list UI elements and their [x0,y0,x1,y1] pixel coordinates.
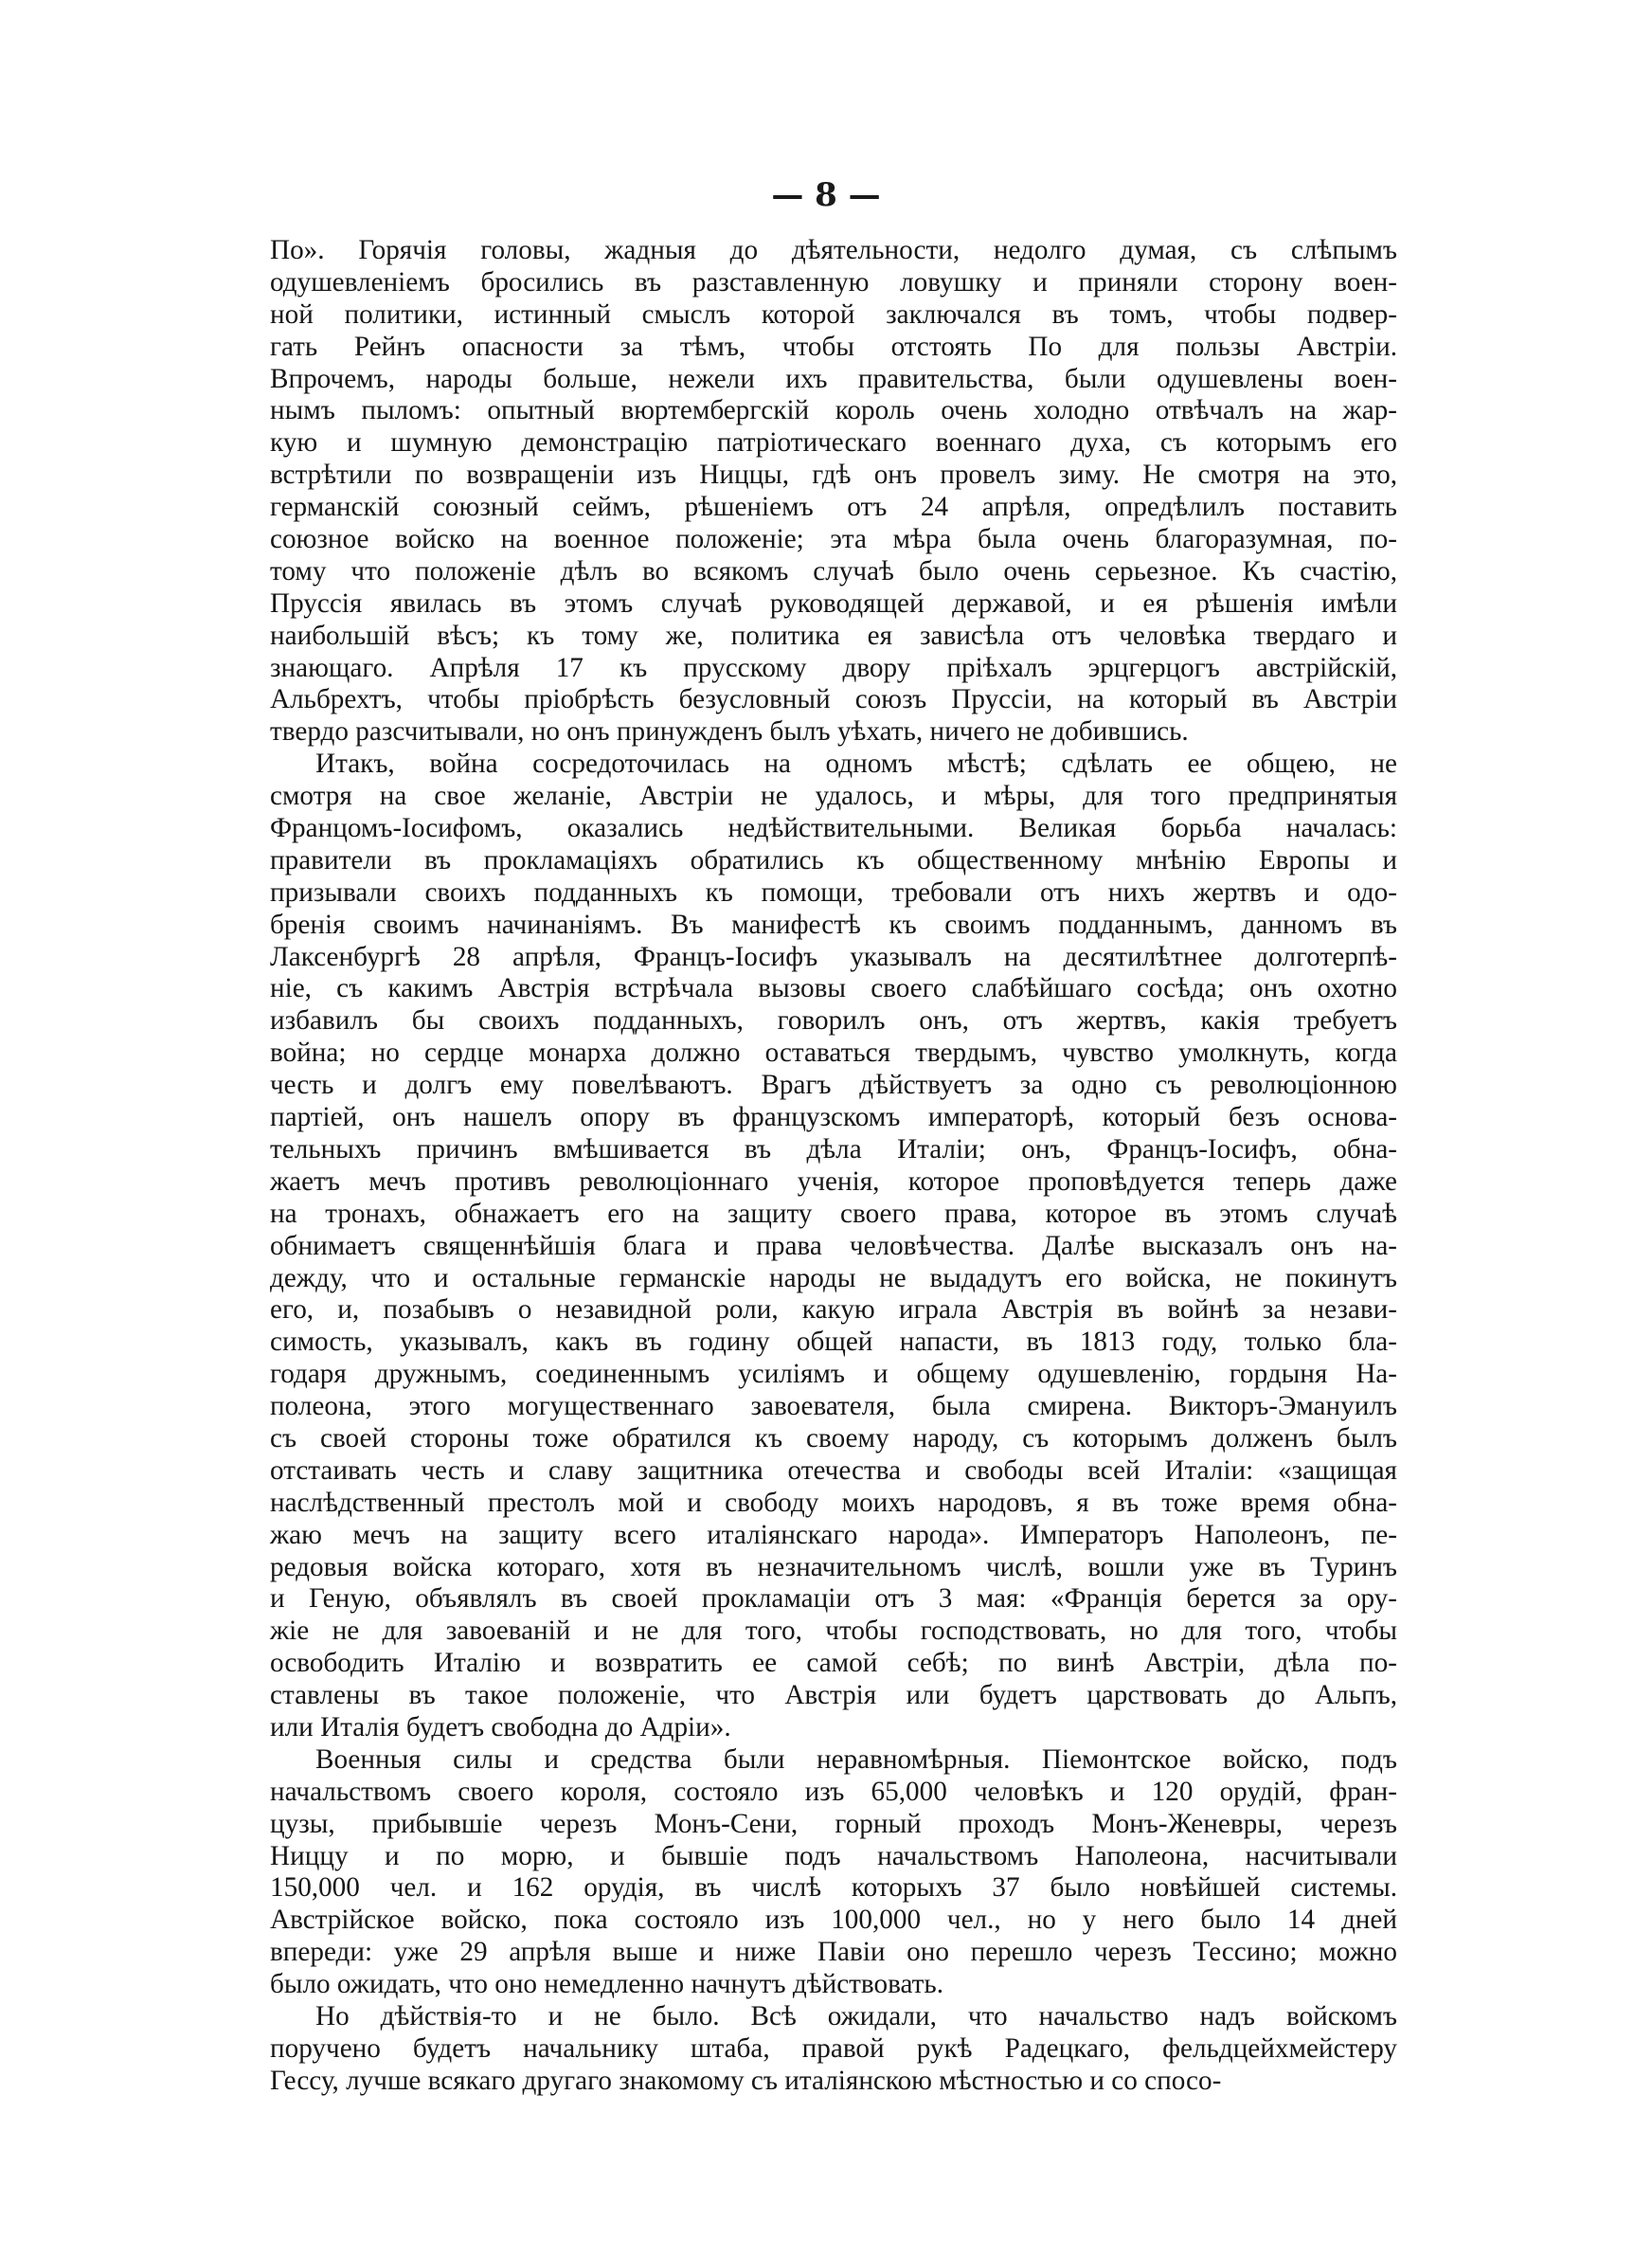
text-line: обнимаетъ священнѣйшія блага и права человѣчества. Далѣе высказалъ онъ на- [270,1230,1397,1261]
text-line: съ своей стороны тоже обратился къ своему народу, съ которымъ долженъ былъ [270,1422,1397,1454]
text-line: гать Рейнъ опасности за тѣмъ, чтобы отстоять По для пользы Австріи. [270,331,1397,362]
text-line: и Геную, объявлялъ въ своей прокламаціи отъ 3 мая: «Франція берется за ору- [270,1583,1397,1615]
text-line: нымъ пыломъ: опытный вюртембергскій король очень холодно отвѣчалъ на жар- [270,395,1397,426]
text-line: его, и, позабывъ о незавидной роли, какую играла Австрія въ войнѣ за незави- [270,1294,1397,1326]
body-text [270,235,1397,2098]
text-line: на тронахъ, обнажаетъ его на защиту своего права, которое въ этомъ случаѣ [270,1198,1397,1229]
text-line: симость, указывалъ, какъ въ годину общей напасти, въ 1813 году, только бла- [270,1327,1397,1358]
page-number: — 8 — [771,176,881,214]
text-line: годаря дружнымъ, соединеннымъ усиліямъ и общему одушевленію, гордыня На- [270,1359,1397,1390]
text-line: правители въ прокламаціяхъ обратились къ общественному мнѣнію Европы и [270,844,1397,876]
text-line: 150,000 чел. и 162 орудія, въ числѣ которыхъ 37 было новѣйшей системы. [270,1872,1397,1904]
text-line: одушевленіемъ бросились въ разставленную ловушку и приняли сторону воен- [270,266,1397,298]
text-line: Но дѣйствія-то и не было. Всѣ ожидали, что начальство надъ войскомъ [315,2000,1397,2031]
text-line: цузы, прибывшіе черезъ Монъ-Сени, горный проходъ Монъ-Женевры, черезъ [270,1808,1397,1839]
text-line: смотря на свое желаніе, Австріи не удалось, и мѣры, для того предпринятыя [270,781,1397,812]
text-line: было ожидать, что оно немедленно начнутъ дѣйствовать. [270,1969,944,2000]
text-line: впереди: уже 29 апрѣля выше и ниже Павіи оно перешло черезъ Тессино; можно [270,1937,1397,1968]
text-line: Итакъ, война сосредоточилась на одномъ мѣстѣ; сдѣлать ее общею, не [315,749,1397,780]
paragraph [270,1744,1397,2001]
text-line: начальствомъ своего короля, состояло изъ 65,000 человѣкъ и 120 орудій, фран- [270,1776,1397,1807]
text-line: честь и долгъ ему повелѣваютъ. Врагъ дѣйствуетъ за одно съ революціонною [270,1070,1397,1101]
text-line: партіей, онъ нашелъ опору въ французскомъ императорѣ, который безъ основа- [270,1102,1397,1133]
text-line: По». Горячія головы, жадныя до дѣятельности, недолго думая, съ слѣпымъ [270,235,1397,265]
text-line: война; но сердце монарха должно оставаться твердымъ, чувство умолкнуть, когда [270,1038,1397,1069]
text-line: или Италія будетъ свободна до Адріи». [270,1711,731,1742]
text-line: полеона, этого могущественнаго завоевателя, была смирена. Викторъ-Эмануилъ [270,1391,1397,1422]
text-line: Ниццу и по морю, и бывшіе подъ начальствомъ Наполеона, насчитывали [270,1840,1397,1871]
text-line: ніе, съ какимъ Австрія встрѣчала вызовы своего слабѣйшаго сосѣда; онъ охотно [270,973,1397,1004]
text-line: германскій союзный сеймъ, рѣшеніемъ отъ 24 апрѣля, опредѣлилъ поставить [270,492,1397,523]
text-line: ставлены въ такое положеніе, что Австрія или будетъ царствовать до Альпъ, [270,1680,1397,1711]
text-line: дежду, что и остальные германскіе народы не выдадутъ его войска, не покинутъ [270,1262,1397,1293]
paragraph [270,2001,1397,2098]
text-line: наибольшій вѣсъ; къ тому же, политика ея зависѣла отъ человѣка твердаго и [270,620,1397,651]
text-line: бренія своимъ начинаніямъ. Въ манифестѣ къ своимъ подданнымъ, данномъ въ [270,909,1397,940]
text-line: жіе не для завоеваній и не для того, чтобы господствовать, но для того, чтобы [270,1616,1397,1647]
text-line: твердо разсчитывали, но онъ принужденъ былъ уѣхать, ничего не добившись. [270,716,1189,748]
text-line: тельныхъ причинъ вмѣшивается въ дѣла Италіи; онъ, Францъ-Іосифъ, обна- [270,1133,1397,1165]
text-line: знающаго. Апрѣля 17 къ прусскому двору пріѣхалъ эрцгерцогъ австрійскій, [270,652,1397,683]
text-line: редовыя войска котораго, хотя въ незначительномъ числѣ, вошли уже въ Туринъ [270,1551,1397,1582]
text-line: жаетъ мечъ противъ революціоннаго ученія, которое проповѣдуется теперь даже [270,1165,1397,1197]
text-line: призывали своихъ подданныхъ къ помощи, требовали отъ нихъ жертвъ и одо- [270,876,1397,908]
text-line: поручено будетъ начальнику штаба, правой рукѣ Радецкаго, фельдцейхмейстеру [270,2032,1397,2064]
paragraph [270,749,1397,1744]
text-line: Францомъ-Іосифомъ, оказались недѣйствительными. Великая борьба началась: [270,813,1397,844]
text-line: Гессу, лучше всякаго другаго знакомому съ италіянскою мѣстностью и со спосо- [270,2065,1222,2096]
text-line: Впрочемъ, народы больше, нежели ихъ правительства, были одушевлены воен- [270,363,1397,394]
text-line: наслѣдственный престолъ мой и свободу моихъ народовъ, я въ тоже время обна- [270,1487,1397,1518]
text-line: встрѣтили по возвращеніи изъ Ниццы, гдѣ онъ провелъ зиму. Не смотря на это, [270,460,1397,491]
text-line: Лаксенбургѣ 28 апрѣля, Францъ-Іосифъ указывалъ на десятилѣтнее долготерпѣ- [270,941,1397,972]
text-line: Пруссія явилась въ этомъ случаѣ руководящей державой, и ея рѣшенія имѣли [270,587,1397,619]
text-line: Австрійское войско, пока состояло изъ 100,000 чел., но у него было 14 дней [270,1905,1397,1936]
text-line: ной политики, истинный смыслъ которой заключался въ томъ, чтобы подвер- [270,298,1397,330]
text-line: отстаивать честь и славу защитника отечества и свободы всей Италіи: «защищая [270,1454,1397,1486]
text-line: освободить Италію и возвратить ее самой себѣ; по винѣ Австріи, дѣла по- [270,1648,1397,1679]
paragraph [270,235,1397,749]
text-line: союзное войско на военное положеніе; эта мѣра была очень благоразумная, по- [270,524,1397,555]
text-line: жаю мечъ на защиту всего италіянскаго народа». Императоръ Наполеонъ, пе- [270,1519,1397,1550]
text-line: Военныя силы и средства были неравномѣрныя. Піемонтское войско, подъ [315,1743,1397,1775]
text-line: Альбрехтъ, чтобы пріобрѣсть безусловный союзъ Пруссіи, на который въ Австріи [270,684,1397,715]
text-line: избавилъ бы своихъ подданныхъ, говорилъ онъ, отъ жертвъ, какія требуетъ [270,1005,1397,1037]
text-line: тому что положеніе дѣлъ во всякомъ случаѣ было очень серьезное. Къ счастію, [270,555,1397,587]
text-line: кую и шумную демонстрацію патріотическаго военнаго духа, съ которымъ его [270,427,1397,459]
